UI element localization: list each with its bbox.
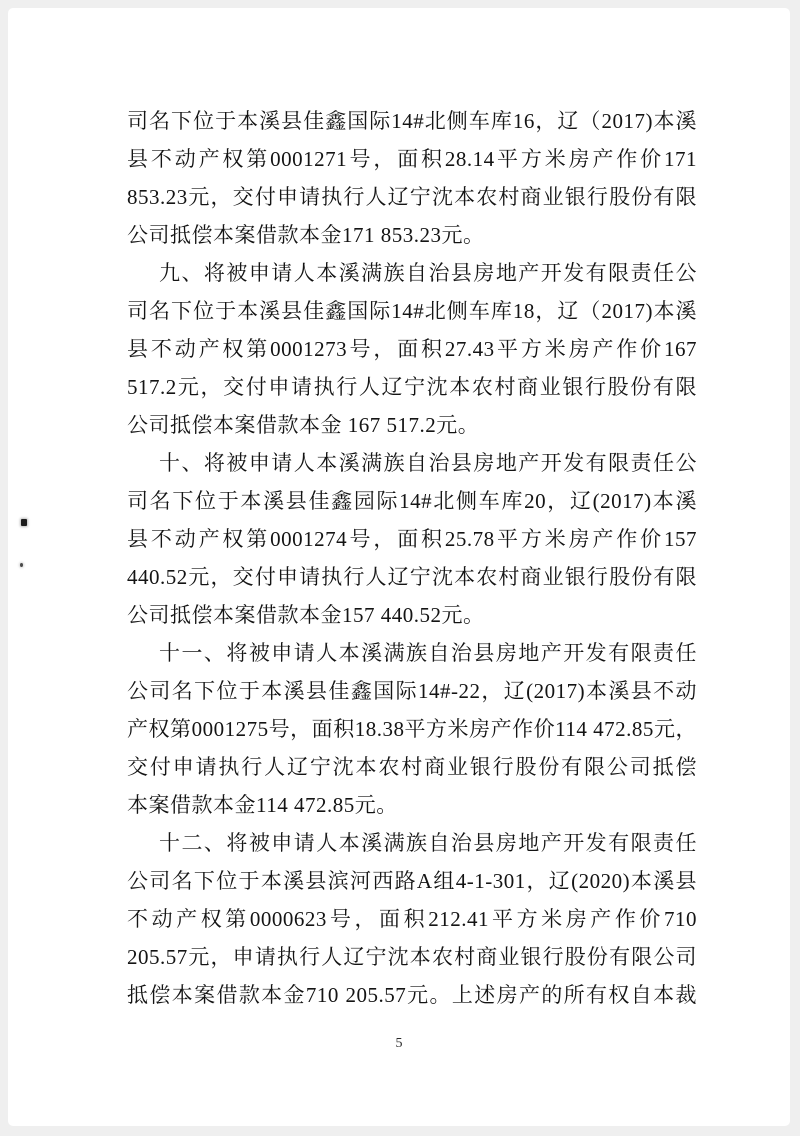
document-line: 产权第0001275号，面积18.38平方米房产作价114 472.85元， [127, 717, 697, 741]
document-line: 县不动产权第0001271号，面积28.14平方米房产作价171 [127, 147, 697, 171]
document-line: 十、将被申请人本溪满族自治县房地产开发有限责任公 [159, 451, 697, 475]
document-line: 853.23元，交付申请执行人辽宁沈本农村商业银行股份有限 [127, 185, 697, 209]
ink-speck-mark [21, 519, 27, 526]
document-line: 十二、将被申请人本溪满族自治县房地产开发有限责任 [159, 831, 697, 855]
document-line: 司名下位于本溪县佳鑫国际14#北侧车库18，辽（2017)本溪 [127, 299, 697, 323]
document-line: 司名下位于本溪县佳鑫园际14#北侧车库20，辽(2017)本溪 [127, 489, 697, 513]
document-body [127, 102, 697, 1014]
document-line: 县不动产权第0001273号，面积27.43平方米房产作价167 [127, 337, 697, 361]
page-number: 5 [395, 1036, 403, 1051]
document-line: 交付申请执行人辽宁沈本农村商业银行股份有限公司抵偿 [127, 755, 697, 779]
document-line: 九、将被申请人本溪满族自治县房地产开发有限责任公 [159, 261, 697, 285]
document-line: 司名下位于本溪县佳鑫国际14#北侧车库16，辽（2017)本溪 [127, 109, 697, 133]
document-line: 抵偿本案借款本金710 205.57元。上述房产的所有权自本裁 [127, 983, 697, 1007]
document-line: 公司抵偿本案借款本金171 853.23元。 [127, 223, 485, 247]
document-line: 十一、将被申请人本溪满族自治县房地产开发有限责任 [159, 641, 697, 665]
document-page [8, 8, 790, 1126]
ink-dot-mark [20, 563, 23, 567]
document-line: 县不动产权第0001274号，面积25.78平方米房产作价157 [127, 527, 697, 551]
document-line: 本案借款本金114 472.85元。 [127, 793, 398, 817]
document-line: 公司抵偿本案借款本金 167 517.2元。 [127, 413, 480, 437]
document-line: 公司名下位于本溪县佳鑫国际14#-22，辽(2017)本溪县不动 [127, 679, 697, 703]
document-line: 440.52元，交付申请执行人辽宁沈本农村商业银行股份有限 [127, 565, 697, 589]
document-line: 517.2元，交付申请执行人辽宁沈本农村商业银行股份有限 [127, 375, 697, 399]
document-line: 不动产权第0000623号，面积212.41平方米房产作价710 [127, 907, 697, 931]
document-line: 公司抵偿本案借款本金157 440.52元。 [127, 603, 485, 627]
document-line: 公司名下位于本溪县滨河西路A组4-1-301，辽(2020)本溪县 [127, 869, 697, 893]
document-line: 205.57元，申请执行人辽宁沈本农村商业银行股份有限公司 [127, 945, 697, 969]
